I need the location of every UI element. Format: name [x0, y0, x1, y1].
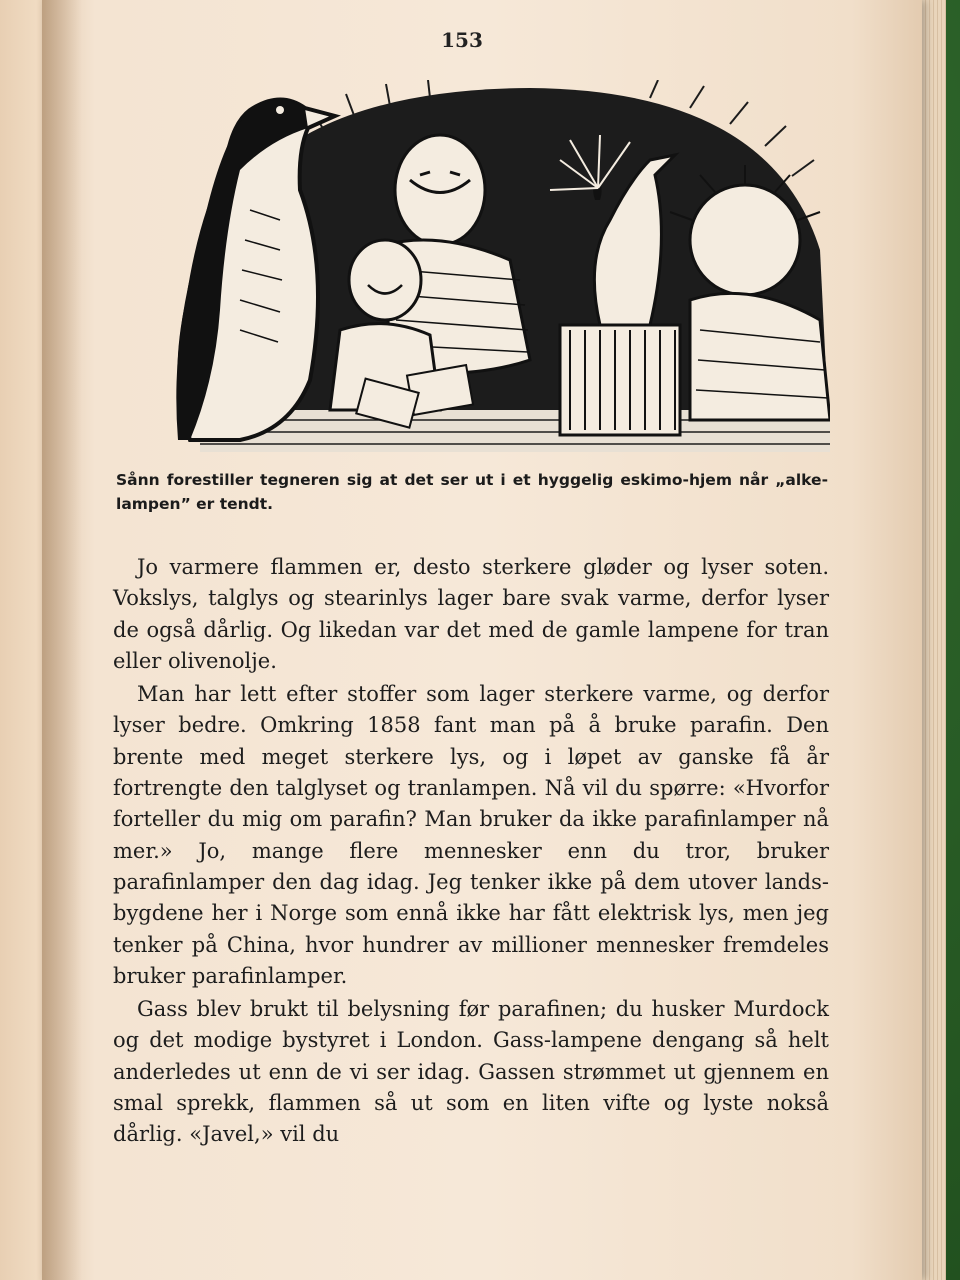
page-number: 153 [441, 28, 483, 52]
paragraph: Gass blev brukt til belysning før parafinen; du husker Murdock og det modige bystyret i London. Gass-lampene dengang så helt anderledes ut enn de vi ser idag. Gassen strømmet ut gjennem en smal sprekk, flammen så ut som en liten vifte og lyste nokså dårlig. «Javel,» vil du [113, 997, 829, 1147]
paragraph: Man har lett efter stoffer som lager sterkere varme, og derfor lyser bedre. Omkring 1858 fant man på å bruke parafin. Den brente med meget sterkere lys, og i løpet av ganske få år fortrengte den talglyset og tranlampen. Nå vil du spørre: «Hvorfor forteller du mig om parafin? Man bruker da ikke parafinlamper nå mer.» Jo, mange flere mennesker enn du tror, bruker parafinlamper den dag idag. Jeg tenker ikke på dem utover lands-bygdene her i Norge som ennå ikke har fått elektrisk lys, men jeg tenker på China, hvor hundrer av millioner mennesker fremdeles bruker parafinlamper. [113, 682, 829, 988]
illustration-caption: Sånn forestiller tegneren sig at det ser ut i et hyggelig eskimo-hjem når „alke-lampen” er tendt. [116, 471, 828, 513]
paragraph: Jo varmere flammen er, desto sterkere gløder og lyser soten. Vokslys, talglys og stearinlys lager bare svak varme, derfor lyser de også dårlig. Og likedan var det med de gamle lampene for tran eller olivenolje. [113, 555, 829, 673]
body-text [113, 552, 829, 1151]
book-page [42, 0, 922, 1280]
woodcut-illustration-icon [130, 80, 830, 452]
